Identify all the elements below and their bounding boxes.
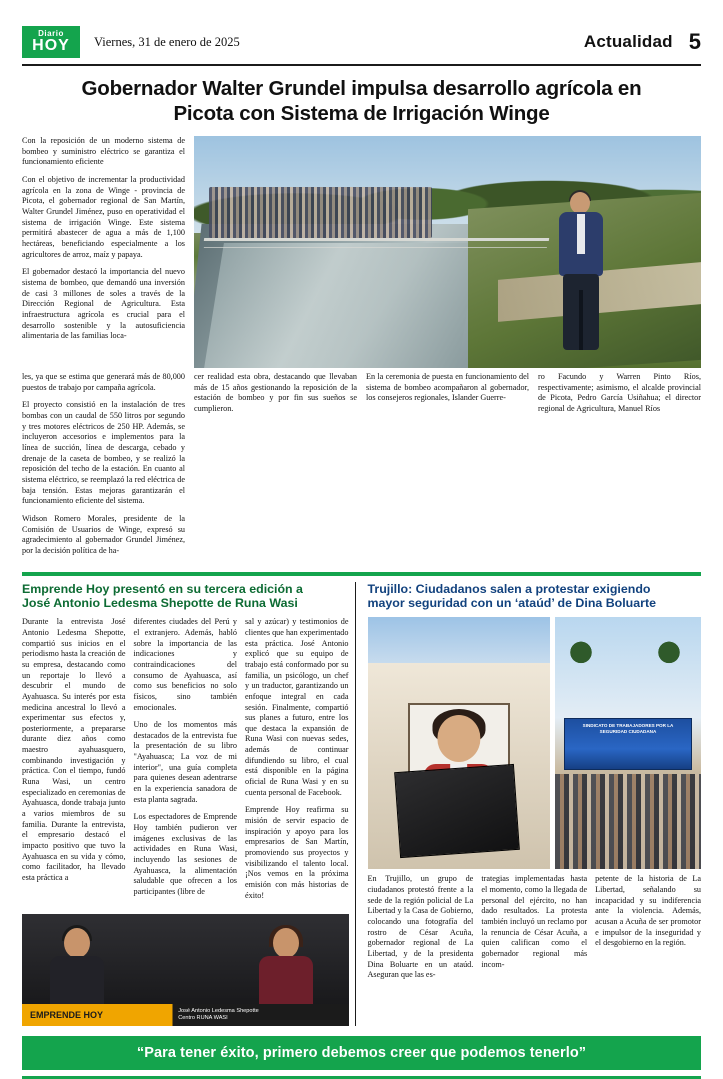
publication-date: Viernes, 31 de enero de 2025 bbox=[94, 34, 240, 49]
trujillo-photo-coffin bbox=[368, 617, 551, 869]
portrait-face bbox=[437, 715, 480, 762]
lead-headline bbox=[28, 76, 695, 126]
emprende-host-figure bbox=[257, 928, 315, 1012]
lead-photo-scene bbox=[194, 136, 701, 368]
section-title: Actualidad bbox=[583, 32, 673, 51]
emprende-brand-label: EMPRENDE HOY bbox=[30, 1010, 104, 1021]
trujillo-photos bbox=[368, 617, 702, 869]
lead-column-3 bbox=[194, 372, 357, 564]
trujillo-headline bbox=[368, 582, 702, 612]
photo-railing bbox=[204, 238, 549, 241]
emprende-headline bbox=[22, 582, 349, 612]
guest-head bbox=[64, 928, 90, 958]
emprende-photo bbox=[22, 914, 349, 1026]
secondary-articles bbox=[22, 582, 701, 1027]
lead-photo bbox=[194, 136, 701, 368]
lead-column-1 bbox=[22, 136, 185, 374]
emprende-headline-line-1: Emprende Hoy presentó en su tercera edición a bbox=[22, 581, 303, 596]
emprende-lower-third bbox=[22, 1004, 349, 1026]
lead-paragraph: cer realidad esta obra, destacando que llevaban más de 15 años gestionando la reposición de la estación de bombeo y por fin sus sueños se cumplieron. bbox=[194, 372, 357, 413]
photo-crowd bbox=[209, 187, 432, 238]
photo-palm-left bbox=[564, 632, 598, 666]
photo-canal-water bbox=[204, 243, 477, 368]
lead-paragraph: El gobernador destacó la importancia del nuevo sistema de bombeo, que demandó una inversión de casi 3 millones de soles a través de la Dirección Regional de Agricultura. Esta infraestructura agrícola es crucial para el desarrollo sostenible y la autosuficiencia alimentaria de las familias loca- bbox=[22, 267, 185, 341]
emprende-guest-caption bbox=[172, 1008, 259, 1022]
trujillo-photo-protest bbox=[555, 617, 701, 869]
emprende-guest-name: José Antonio Ledesma Shepotte bbox=[178, 1008, 259, 1015]
lead-column-4 bbox=[366, 372, 529, 564]
photo-coffin bbox=[394, 764, 520, 858]
lead-paragraph: Con la reposición de un moderno sistema de bombeo y suministro eléctrico se garantiza el funcionamiento eficiente bbox=[22, 136, 185, 167]
emprende-column-2 bbox=[134, 617, 238, 908]
photo-protest-crowd bbox=[555, 774, 701, 870]
lead-headline-line-1: Gobernador Walter Grundel impulsa desarrollo agrícola en bbox=[81, 77, 642, 100]
article-emprende bbox=[22, 582, 356, 1027]
masthead bbox=[22, 26, 701, 66]
emprende-guest-org: Centro RUNA WASI bbox=[178, 1015, 228, 1022]
emprende-paragraph: sal y azúcar) y testimonios de clientes que han experimentado esta práctica. José Antonio explicó que su equipo de trabajo está conformado por su familia, un psicólogo, un chef y un traductor, garantizando un enfoque integral en cada sesión. Finalmente, compartió sus planes a futuro, entre los que destaca la expansión de Runa Wasi con nuevas sedes, además de continuar difundiendo su libro, el cual está disponible en la página oficial de Runa Wasi y en su cuenta personal de Facebook. bbox=[245, 617, 349, 797]
page-number: 5 bbox=[688, 29, 701, 54]
trujillo-columns bbox=[368, 874, 702, 988]
logo-line-1: Diario bbox=[38, 29, 64, 38]
green-divider bbox=[22, 572, 701, 576]
emprende-column-3 bbox=[245, 617, 349, 908]
emprende-paragraph: Los espectadores de Emprende Hoy también pudieron ver imágenes exclusivas de las actividades en Runa Wasi, incluyendo las sesiones de Ayahuasca, la alimentación saludable que ofrecen a los participantes (libre de bbox=[133, 812, 237, 896]
trujillo-paragraph: trategias implementadas hasta el momento, como la llegada de personal del ejército, no han dado resultados. La protesta también incluyó un reclamo por la renuncia de César Acuña, a quien califican como el gobernador regional más incom- bbox=[481, 874, 588, 969]
lead-column-5 bbox=[538, 372, 701, 564]
lead-top-grid bbox=[22, 136, 701, 374]
photo-governor-head bbox=[570, 192, 590, 214]
emprende-paragraph: diferentes ciudades del Perú y el extranjero. Además, habló sobre la importancia de las indicaciones y contraindicaciones del consumo de Ayahuasca, así como sus beneficios no solo físicos, sino también emocionales. bbox=[133, 617, 237, 712]
trujillo-headline-line-2: mayor seguridad con un ‘ataúd’ de Dina Boluarte bbox=[367, 596, 656, 611]
emprende-headline-line-2: José Antonio Ledesma Shepotte de Runa Wasi bbox=[22, 596, 298, 611]
logo-line-2: HOY bbox=[32, 37, 70, 54]
photo-governor-shirt bbox=[559, 212, 603, 276]
emprende-paragraph: Emprende Hoy reafirma su misión de servir espacio de inspiración y apoyo para los empresarios de San Martín, promoviendo sus proyectos y visibilizando el talento local. ¡Nos vemos en la próxima emisión con más historias de éxito! bbox=[245, 805, 349, 900]
article-trujillo bbox=[368, 582, 702, 1027]
newspaper-logo bbox=[22, 26, 80, 58]
lead-article bbox=[22, 136, 701, 564]
host-head bbox=[273, 928, 299, 958]
photo-governor-pants bbox=[563, 274, 599, 350]
lead-headline-line-2: Picota con Sistema de Irrigación Winge bbox=[173, 102, 550, 125]
trujillo-column-3 bbox=[595, 874, 701, 988]
photo-palm-right bbox=[652, 632, 686, 666]
emprende-paragraph: Uno de los momentos más destacados de la entrevista fue la presentación de su libro "Ayahuasca; La voz de mi interior", una guía completa para quienes desean adentrarse en la experiencia sanadora de esta planta sagrada. bbox=[133, 720, 237, 804]
trujillo-headline-line-1: Trujillo: Ciudadanos salen a protestar exigiendo bbox=[367, 581, 651, 596]
photo-governor bbox=[553, 192, 615, 362]
lead-column-2 bbox=[22, 372, 185, 564]
emprende-column-1 bbox=[22, 617, 126, 908]
lead-paragraph: ro Facundo y Warren Pinto Ríos, respectivamente; asimismo, el alcalde provincial de Picota, Pedro García Usiñahua; el director regional de Agricultura, Manuel Ríos bbox=[538, 372, 701, 413]
lead-paragraph: El proyecto consistió en la instalación de tres bombas con un caudal de 550 litros por segundo y tres motores eléctricos de 250 HP. Además, se incluyeron accesorios e implementos para la línea de succión, línea de descarga, cebado y drenaje de la caseta de bombeo, y se realizó la reposición del techo de la estación. En cuanto al sistema eléctrico, se reemplazó la red eléctrica de baja tensión. Estas mejoras garantizarán el funcionamiento eficiente del sistema. bbox=[22, 400, 185, 506]
lead-paragraph: Con el objetivo de incrementar la productividad agrícola en la zona de Winge - provincia de Picota, el gobernador regional de San Martín, Walter Grundel Jiménez, puso en operatividad el sistema de irrigación Winge. Este sistema permitirá abastecer de agua a más de 1,100 hectáreas, beneficiando especialmente a los agricultores de arroz, maíz y papaya. bbox=[22, 174, 185, 259]
lead-paragraph: Widson Romero Morales, presidente de la Comisión de Usuarios de Winge, expresó su agradecimiento al gobernador Grundel Jiménez, por la decisión política de ha- bbox=[22, 513, 185, 555]
lead-paragraph: les, ya que se estima que generará más de 80,000 puestos de trabajo por campaña agrícola. bbox=[22, 372, 185, 392]
emprende-columns bbox=[22, 617, 349, 908]
trujillo-paragraph: petente de la historia de La Libertad, señalando su incapacidad y su indiferencia ante la violencia. Además, acusan a Acuña de ser promotor e impulsor de la inseguridad y el desgobierno en la región. bbox=[595, 874, 701, 948]
lead-bottom-grid bbox=[22, 372, 701, 564]
trujillo-column-2 bbox=[481, 874, 587, 988]
lead-paragraph: En la ceremonia de puesta en funcionamiento del sistema de bombeo acompañaron al gobernador, los consejeros regionales, Islander Guerre- bbox=[366, 372, 529, 403]
protest-banner bbox=[564, 718, 693, 770]
trujillo-column-1 bbox=[368, 874, 474, 988]
protest-banner-text: SINDICATO DE TRABAJADORES POR LA SEGURIDAD CIUDADANA bbox=[582, 723, 674, 735]
trujillo-paragraph: En Trujillo, un grupo de ciudadanos protestó frente a la sede de la región policial de La Libertad y la Casa de Gobierno, colocando una fotografía del rostro de César Acuña, gobernador regional de La Libertad, y de la presidenta Dina Boluarte en un ataúd. Aseguran que las es- bbox=[367, 874, 474, 980]
emprende-guest-figure bbox=[48, 928, 106, 1012]
emprende-paragraph: Durante la entrevista José Antonio Ledesma Shepotte, compartió sus inicios en el periodismo hasta la creación de su empresa, destacando como un reportaje lo llevó a descubrir el mundo de Ayahuasca. Su interés por esta medicina ancestral lo llevó a experimentar sus efectos y, posteriormente, a prepararse durante diez años como maestro ayahuasquero, combinando investigación y práctica. Con el tiempo, fundó Runa Wasi, un centro especializado en ceremonias de Ayahuasca, donde trabaja junto a varios miembros de su familia. Durante la entrevista, el empresario destacó el impacto positivo que tuvo la Ayahuasca en su vida y cómo, como facilitador, ha llevado esta práctica a bbox=[22, 617, 126, 882]
footer-quote: “Para tener éxito, primero debemos creer que podemos tenerlo” bbox=[22, 1036, 701, 1070]
